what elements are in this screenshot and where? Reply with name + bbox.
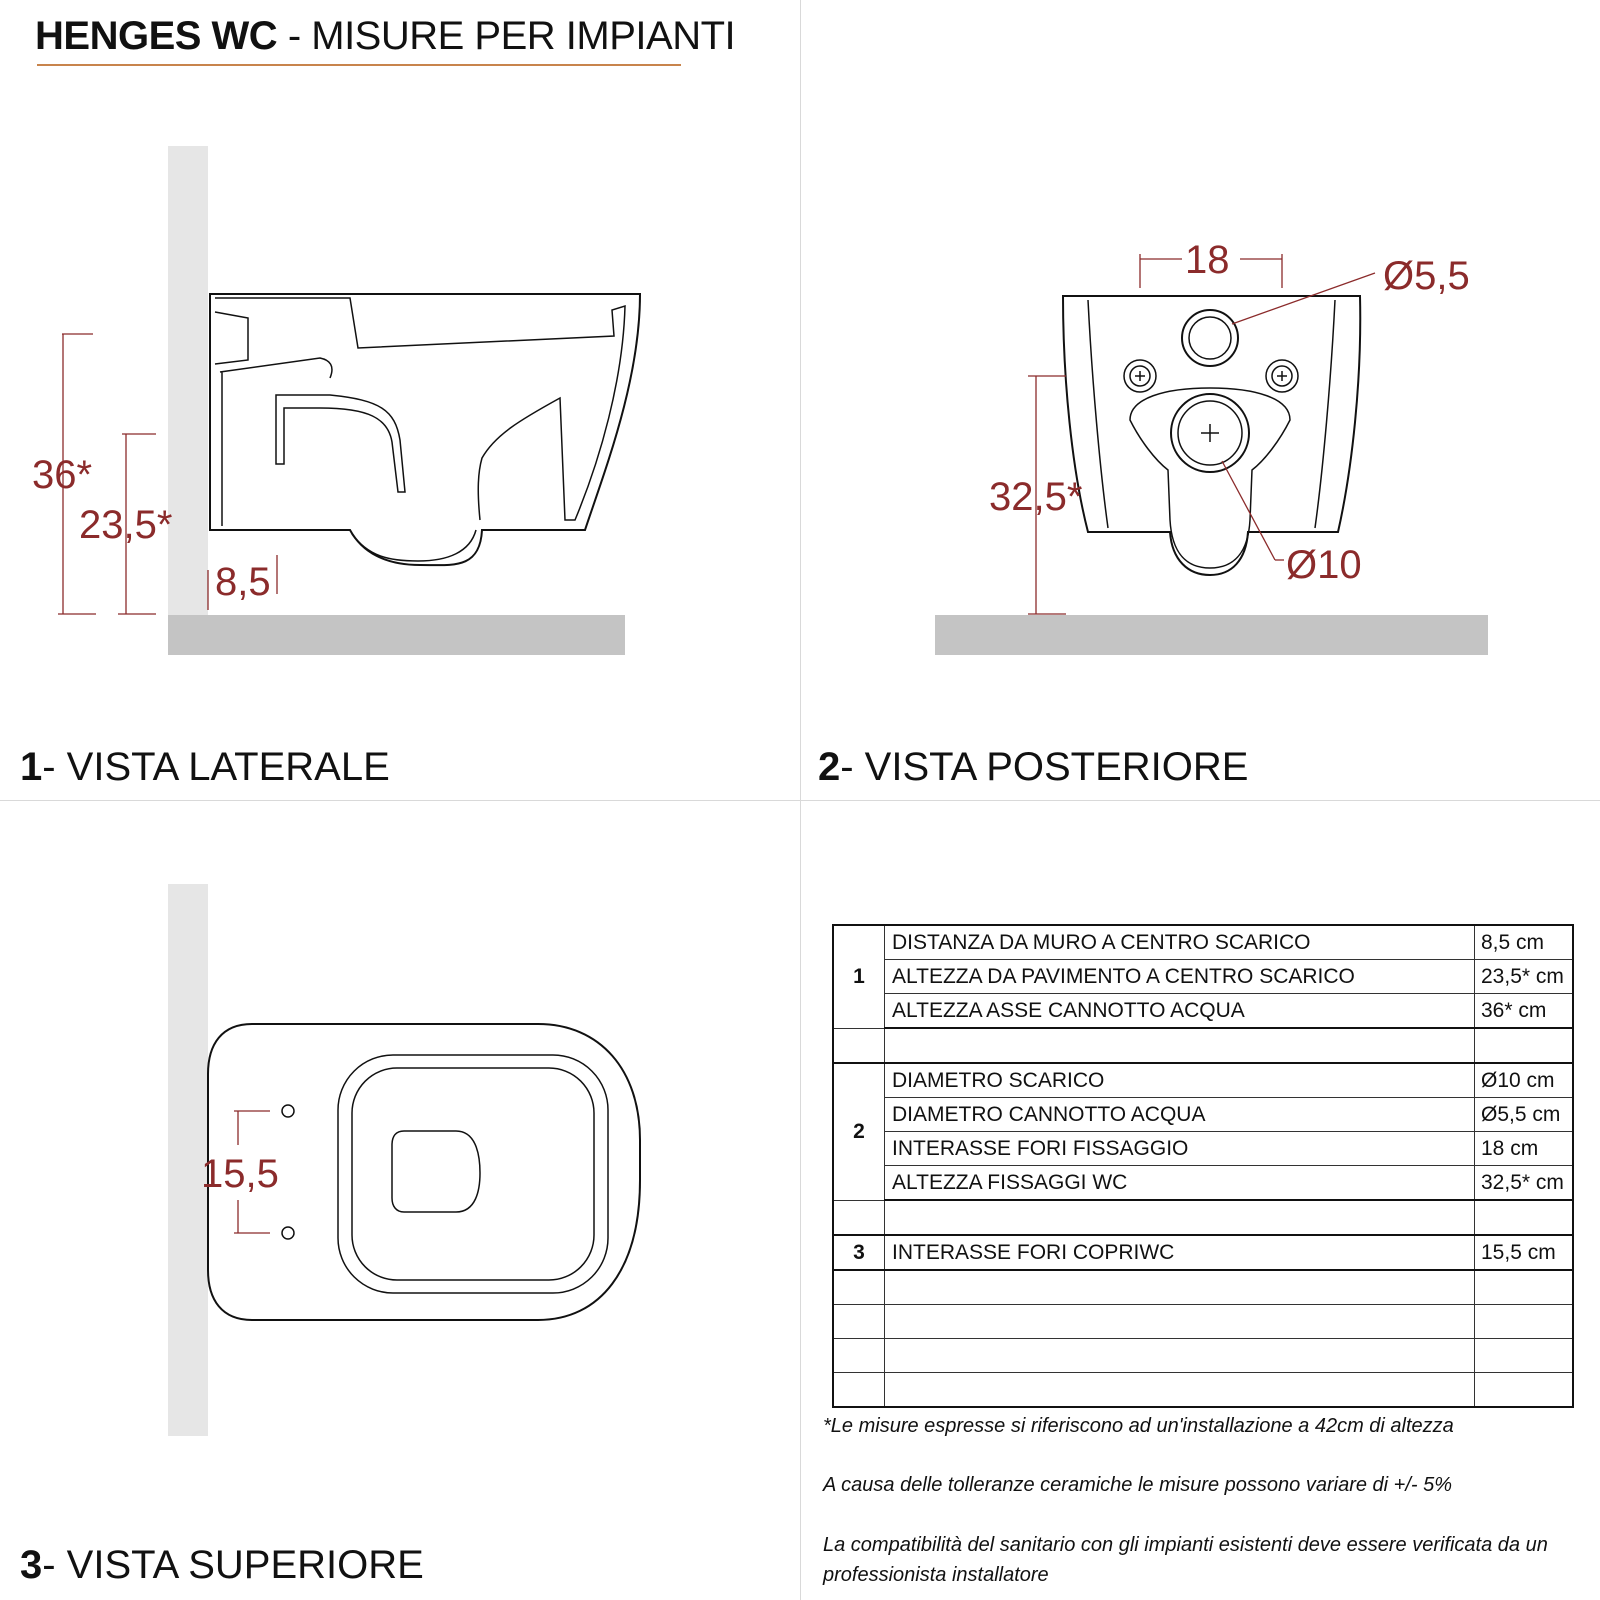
seat-hole-top — [282, 1105, 294, 1117]
title-subtitle: - MISURE PER IMPIANTI — [287, 14, 736, 58]
table-row — [833, 1132, 1573, 1166]
dim-10-label: Ø10 — [1286, 543, 1362, 587]
table-row — [833, 994, 1573, 1029]
dim-10-leader — [1222, 461, 1275, 560]
table-row — [833, 1166, 1573, 1201]
drain-center-cross — [1201, 424, 1219, 442]
spec-table — [832, 924, 1574, 1408]
top-bowl-opening — [392, 1131, 480, 1212]
side-floor — [168, 615, 625, 655]
row-desc: ALTEZZA DA PAVIMENTO A CENTRO SCARICO — [885, 960, 1475, 994]
table-row-empty — [833, 1305, 1573, 1339]
dim-18-label: 18 — [1185, 238, 1230, 282]
row-value: 36* cm — [1475, 994, 1574, 1029]
table-row-empty — [833, 1270, 1573, 1305]
note-compatibility: La compatibilità del sanitario con gli impianti esistenti deve essere verificata da un professionista installatore — [823, 1534, 1548, 1586]
top-rim-inner — [352, 1068, 594, 1280]
table-row — [833, 1063, 1573, 1098]
row-desc: INTERASSE FORI FISSAGGIO — [885, 1132, 1475, 1166]
title-brand: HENGES WC — [35, 14, 278, 58]
top-view — [168, 884, 640, 1436]
row-desc: ALTEZZA ASSE CANNOTTO ACQUA — [885, 994, 1475, 1029]
side-wall — [168, 146, 208, 616]
dim-55-leader — [1232, 273, 1375, 324]
row-desc: INTERASSE FORI COPRIWC — [885, 1235, 1475, 1270]
group-1-number: 1 — [833, 925, 885, 1028]
view-2-text: - VISTA POSTERIORE — [840, 745, 1249, 789]
rear-floor — [935, 615, 1488, 655]
side-outlet-curve — [352, 530, 476, 561]
row-desc: DIAMETRO CANNOTTO ACQUA — [885, 1098, 1475, 1132]
row-value: 15,5 cm — [1475, 1235, 1574, 1270]
fix-hole-left-cross — [1135, 371, 1145, 381]
rear-side-lines — [1088, 300, 1335, 528]
view-3-text: - VISTA SUPERIORE — [42, 1543, 424, 1587]
row-desc: ALTEZZA FISSAGGI WC — [885, 1166, 1475, 1201]
row-value: 18 cm — [1475, 1132, 1574, 1166]
seat-hole-bottom — [282, 1227, 294, 1239]
dim-55-label: Ø5,5 — [1383, 254, 1470, 298]
note-tolerance: A causa delle tolleranze ceramiche le misure possono variare di +/- 5% — [823, 1474, 1453, 1496]
group-2-number: 2 — [833, 1063, 885, 1200]
table-row — [833, 1235, 1573, 1270]
water-inlet-outer — [1182, 310, 1238, 366]
table-row-empty — [833, 1339, 1573, 1373]
row-value: Ø10 cm — [1475, 1063, 1574, 1098]
top-rim-outer — [338, 1055, 608, 1293]
side-inlet — [215, 312, 332, 526]
table-row-empty — [833, 1373, 1573, 1408]
view-1-label — [20, 745, 390, 790]
view-3-label — [20, 1543, 424, 1588]
water-inlet-inner — [1189, 317, 1231, 359]
table-row-empty — [833, 1200, 1573, 1235]
table-row-empty — [833, 1028, 1573, 1063]
side-bowl-outline — [210, 294, 640, 565]
row-value: Ø5,5 cm — [1475, 1098, 1574, 1132]
rear-outlet-body — [1130, 388, 1290, 568]
view-2-number: 2 — [818, 745, 841, 789]
side-trap — [276, 395, 405, 492]
table-row — [833, 925, 1573, 960]
fix-hole-right-cross — [1277, 371, 1287, 381]
view-3-number: 3 — [20, 1543, 43, 1587]
row-desc: DISTANZA DA MURO A CENTRO SCARICO — [885, 925, 1475, 960]
view-2-label — [818, 745, 1248, 790]
rear-view — [935, 238, 1488, 655]
row-value: 32,5* cm — [1475, 1166, 1574, 1201]
view-1-text: - VISTA LATERALE — [42, 745, 390, 789]
dim-155-label: 15,5 — [201, 1152, 279, 1196]
dim-23-label: 23,5* — [79, 503, 173, 547]
dim-325-label: 32,5* — [989, 475, 1083, 519]
note-installation-height: *Le misure espresse si riferiscono ad un'installazione a 42cm di altezza — [823, 1415, 1454, 1437]
dim-85-label: 8,5 — [215, 560, 271, 604]
row-value: 23,5* cm — [1475, 960, 1574, 994]
table-row — [833, 1098, 1573, 1132]
dim-36-label: 36* — [32, 453, 93, 497]
side-view — [32, 146, 640, 655]
rear-bowl-outline — [1063, 296, 1360, 575]
view-1-number: 1 — [20, 745, 43, 789]
group-3-number: 3 — [833, 1235, 885, 1270]
table-row — [833, 960, 1573, 994]
row-value: 8,5 cm — [1475, 925, 1574, 960]
row-desc: DIAMETRO SCARICO — [885, 1063, 1475, 1098]
